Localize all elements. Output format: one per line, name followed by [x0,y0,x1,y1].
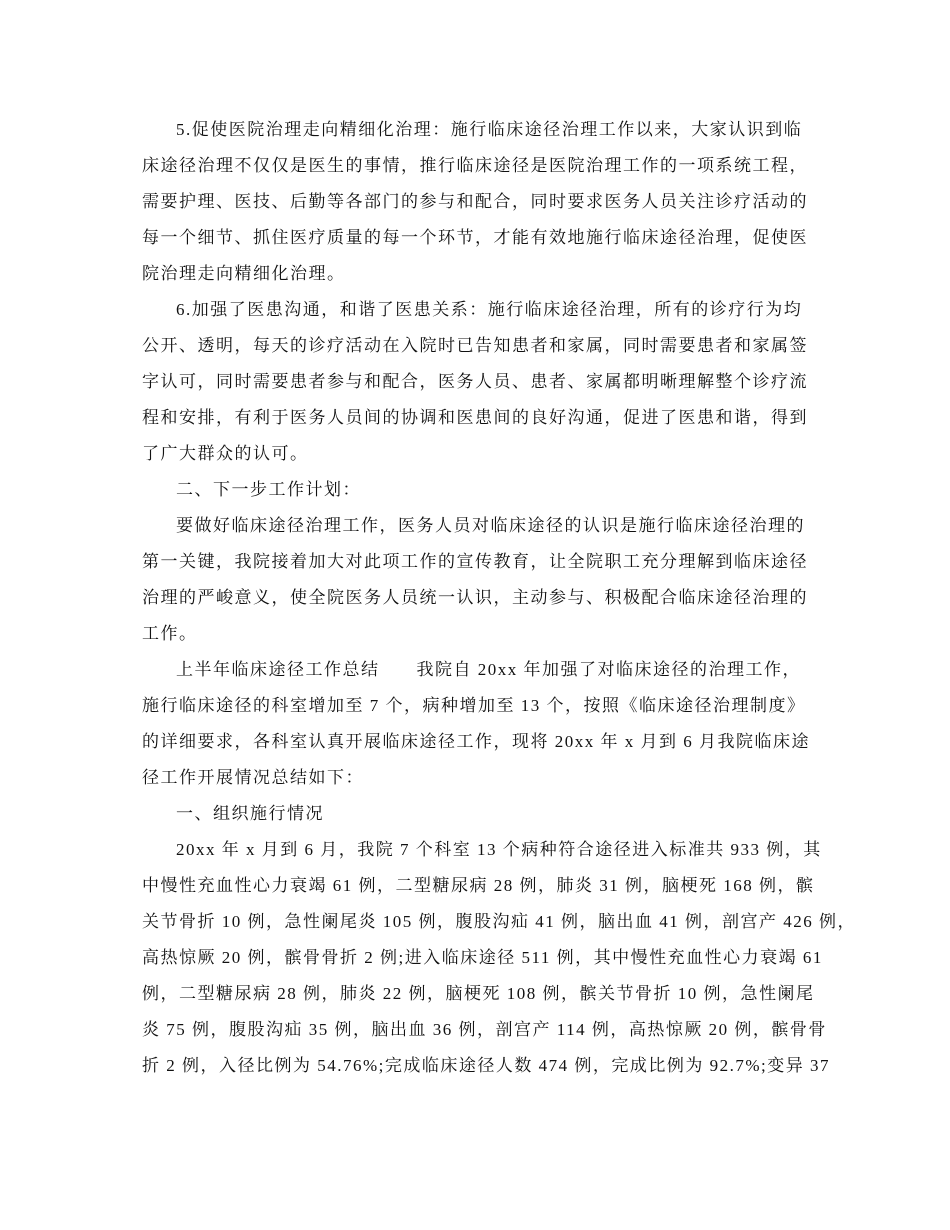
text-line: 程和安排，有利于医务人员间的协调和医患间的良好沟通，促进了医患和谐，得到 [142,408,808,427]
paragraph-doctor-patient-communication [142,292,882,472]
text-line: 了广大群众的认可。 [142,444,309,463]
text-line: 上半年临床途径工作总结 我院自 20xx 年加强了对临床途径的治理工作， [176,660,801,679]
text-line: 关节骨折 10 例，急性阑尾炎 105 例，腹股沟疝 41 例，脑出血 41 例，剖宫产 426 例， [142,912,856,931]
text-line: 高热惊厥 20 例，髌骨骨折 2 例;进入临床途径 511 例，其中慢性充血性心力衰竭 61 [142,948,823,967]
text-line: 20xx 年 x 月到 6 月，我院 7 个科室 13 个病种符合途径进入标准共 933 例，其 [176,840,822,859]
section-heading-implementation [142,796,882,832]
text-line: 6.加强了医患沟通，和谐了医患关系：施行临床途径治理，所有的诊疗行为均 [176,300,803,319]
text-line: 中慢性充血性心力衰竭 61 例，二型糖尿病 28 例，肺炎 31 例，脑梗死 168 例，髌 [142,876,815,895]
text-line: 炎 75 例，腹股沟疝 35 例，脑出血 36 例，剖宫产 114 例，高热惊厥 20 例，髌骨骨 [142,1020,827,1039]
text-line: 折 2 例，入径比例为 54.76%;完成临床途径人数 474 例，完成比例为 92.7%;变异 37 [142,1056,831,1075]
text-line: 的详细要求，各科室认真开展临床途径工作，现将 20xx 年 x 月到 6 月我院临床途 [142,732,810,751]
paragraph-next-plan [142,508,882,652]
section-heading: 二、下一步工作计划： [176,480,361,499]
text-line: 每一个细节、抓住医疗质量的每一个环节，才能有效地施行临床途径治理，促使医 [142,228,808,247]
text-line: 5.促使医院治理走向精细化治理：施行临床途径治理工作以来，大家认识到临 [176,120,803,139]
text-line: 院治理走向精细化治理。 [142,264,346,283]
text-line: 例，二型糖尿病 28 例，肺炎 22 例，脑梗死 108 例，髌关节骨折 10 例，急性阑尾 [142,984,815,1003]
text-line: 需要护理、医技、后勤等各部门的参与和配合，同时要求医务人员关注诊疗活动的 [142,192,808,211]
text-line: 径工作开展情况总结如下： [142,768,364,787]
text-line: 公开、透明，每天的诊疗活动在入院时已告知患者和家属，同时需要患者和家属签 [142,336,808,355]
document-body [142,112,882,1084]
section-heading: 一、组织施行情况 [176,804,324,823]
text-line: 字认可，同时需要患者参与和配合，医务人员、患者、家属都明晰理解整个诊疗流 [142,372,808,391]
paragraph-refined-management [142,112,882,292]
text-line: 第一关键，我院接着加大对此项工作的宣传教育，让全院职工充分理解到临床途径 [142,552,808,571]
paragraph-half-year-summary [142,652,882,796]
text-line: 床途径治理不仅仅是医生的事情，推行临床途径是医院治理工作的一项系统工程， [142,156,808,175]
text-line: 工作。 [142,624,198,643]
text-line: 施行临床途径的科室增加至 7 个，病种增加至 13 个，按照《临床途径治理制度》 [142,696,806,715]
section-heading-next-plan [142,472,882,508]
text-line: 要做好临床途径治理工作，医务人员对临床途径的认识是施行临床途径治理的 [176,516,805,535]
text-line: 治理的严峻意义，使全院医务人员统一认识，主动参与、积极配合临床途径治理的 [142,588,808,607]
paragraph-implementation-stats [142,832,882,1084]
